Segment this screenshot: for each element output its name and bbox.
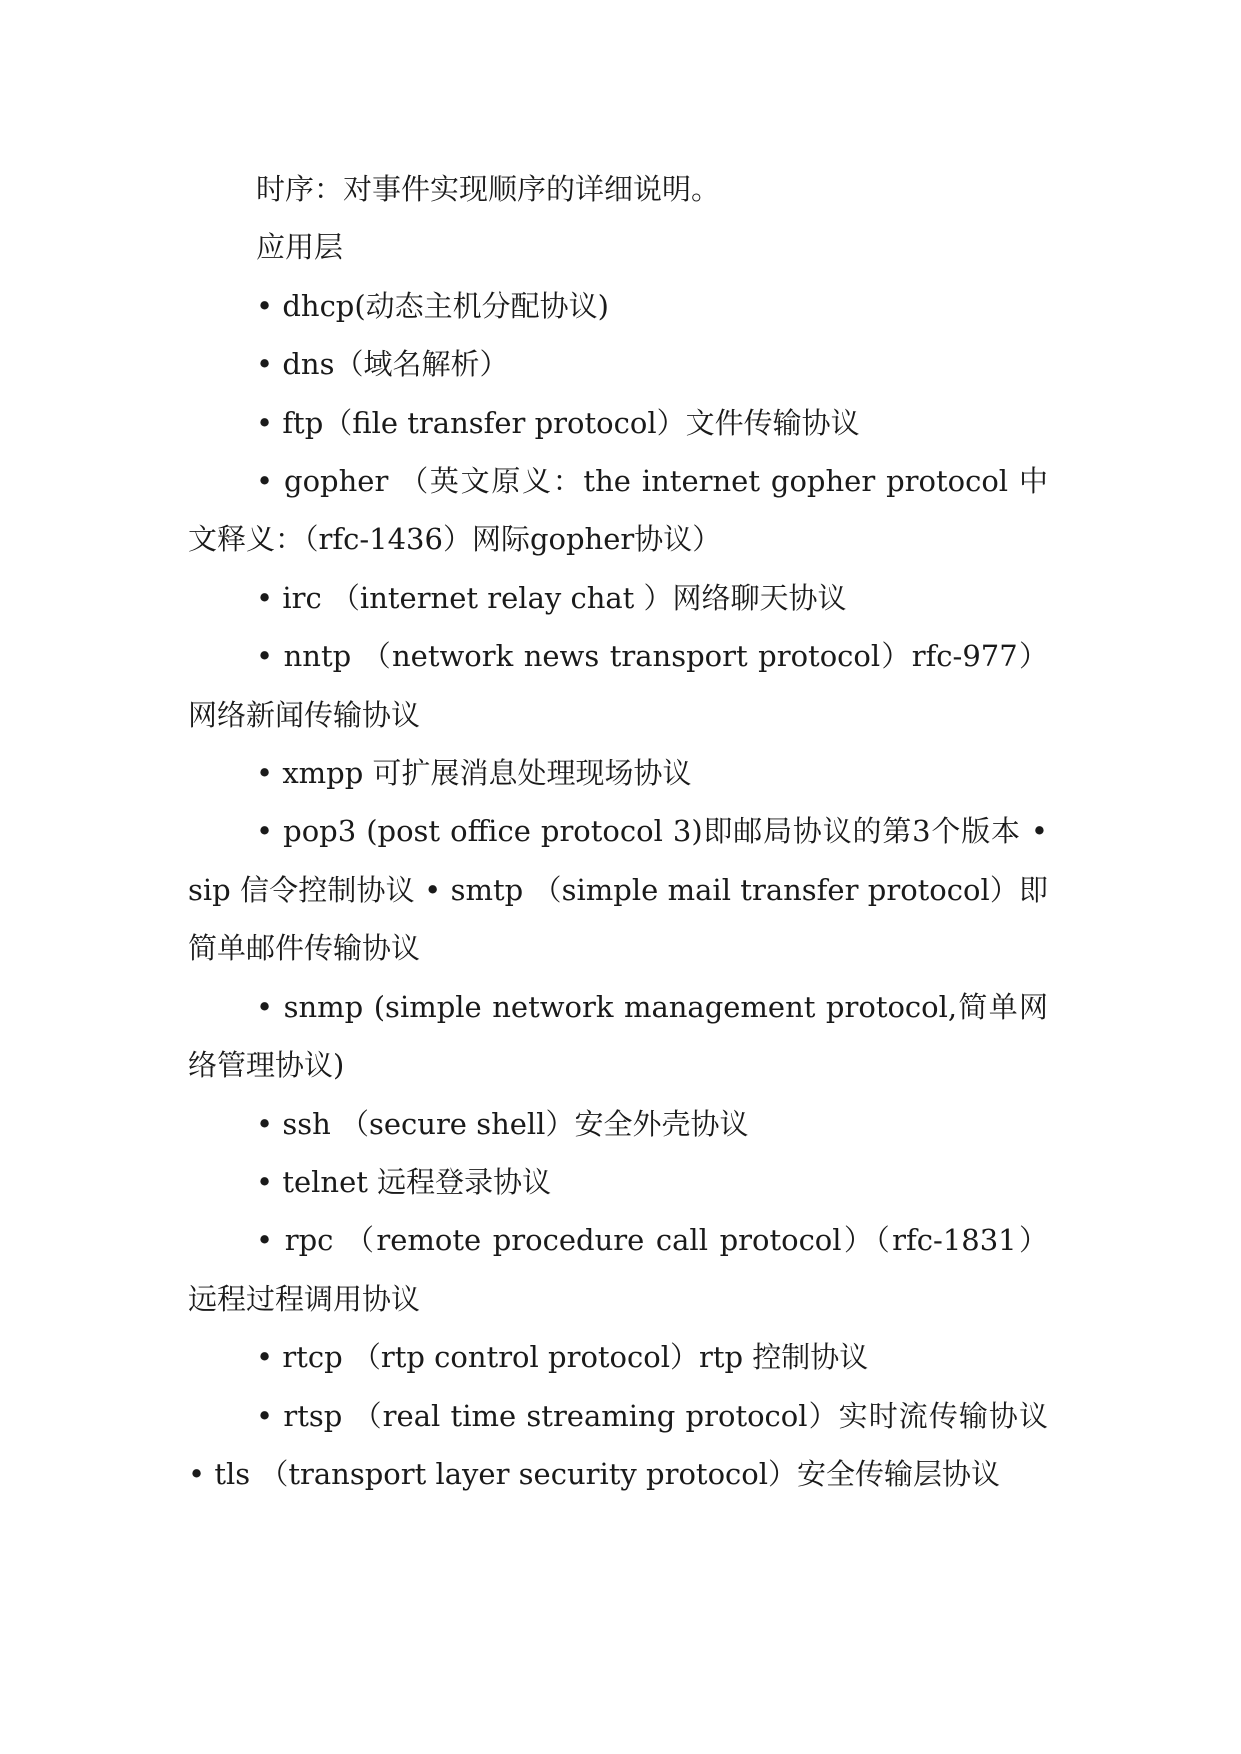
list-item-ftp: • ftp（file transfer protocol）文件传输协议 bbox=[256, 405, 860, 440]
list-item-irc: • irc （internet relay chat ）网络聊天协议 bbox=[256, 580, 847, 615]
list-item-telnet: • telnet 远程登录协议 bbox=[256, 1164, 552, 1199]
list-item-rtsp-tls: • rtsp （real time streaming protocol）实时流传输协议 • tls （transport layer security protocol）安全传输层协议 bbox=[188, 1398, 1048, 1491]
list-item-pop3-sip-smtp: • pop3 (post office protocol 3)即邮局协议的第3个版本 • sip 信令控制协议 • smtp （simple mail transfer protocol）即简单邮件传输协议 bbox=[188, 814, 1048, 966]
list-item-ssh: • ssh （secure shell）安全外壳协议 bbox=[256, 1106, 749, 1141]
heading-application-layer: 应用层 bbox=[256, 230, 344, 265]
list-item-dhcp: • dhcp(动态主机分配协议) bbox=[256, 288, 609, 323]
paragraph-timing: 时序：对事件实现顺序的详细说明。 bbox=[256, 172, 721, 206]
list-item-xmpp: • xmpp 可扩展消息处理现场协议 bbox=[256, 756, 692, 791]
list-item-rtcp: • rtcp （rtp control protocol）rtp 控制协议 bbox=[256, 1340, 869, 1375]
list-item-snmp: • snmp (simple network management protocol,简单网络管理协议) bbox=[188, 989, 1048, 1083]
document-body bbox=[188, 160, 1048, 1503]
list-item-rpc: • rpc （remote procedure call protocol）（rfc-1831）远程过程调用协议 bbox=[188, 1223, 1048, 1316]
list-item-nntp: • nntp （network news transport protocol）rfc-977）网络新闻传输协议 bbox=[188, 639, 1048, 732]
list-item-gopher: • gopher （英文原义：the internet gopher protocol 中文释义：（rfc-1436）网际gopher协议） bbox=[188, 464, 1048, 557]
list-item-dns: • dns（域名解析） bbox=[256, 347, 509, 382]
